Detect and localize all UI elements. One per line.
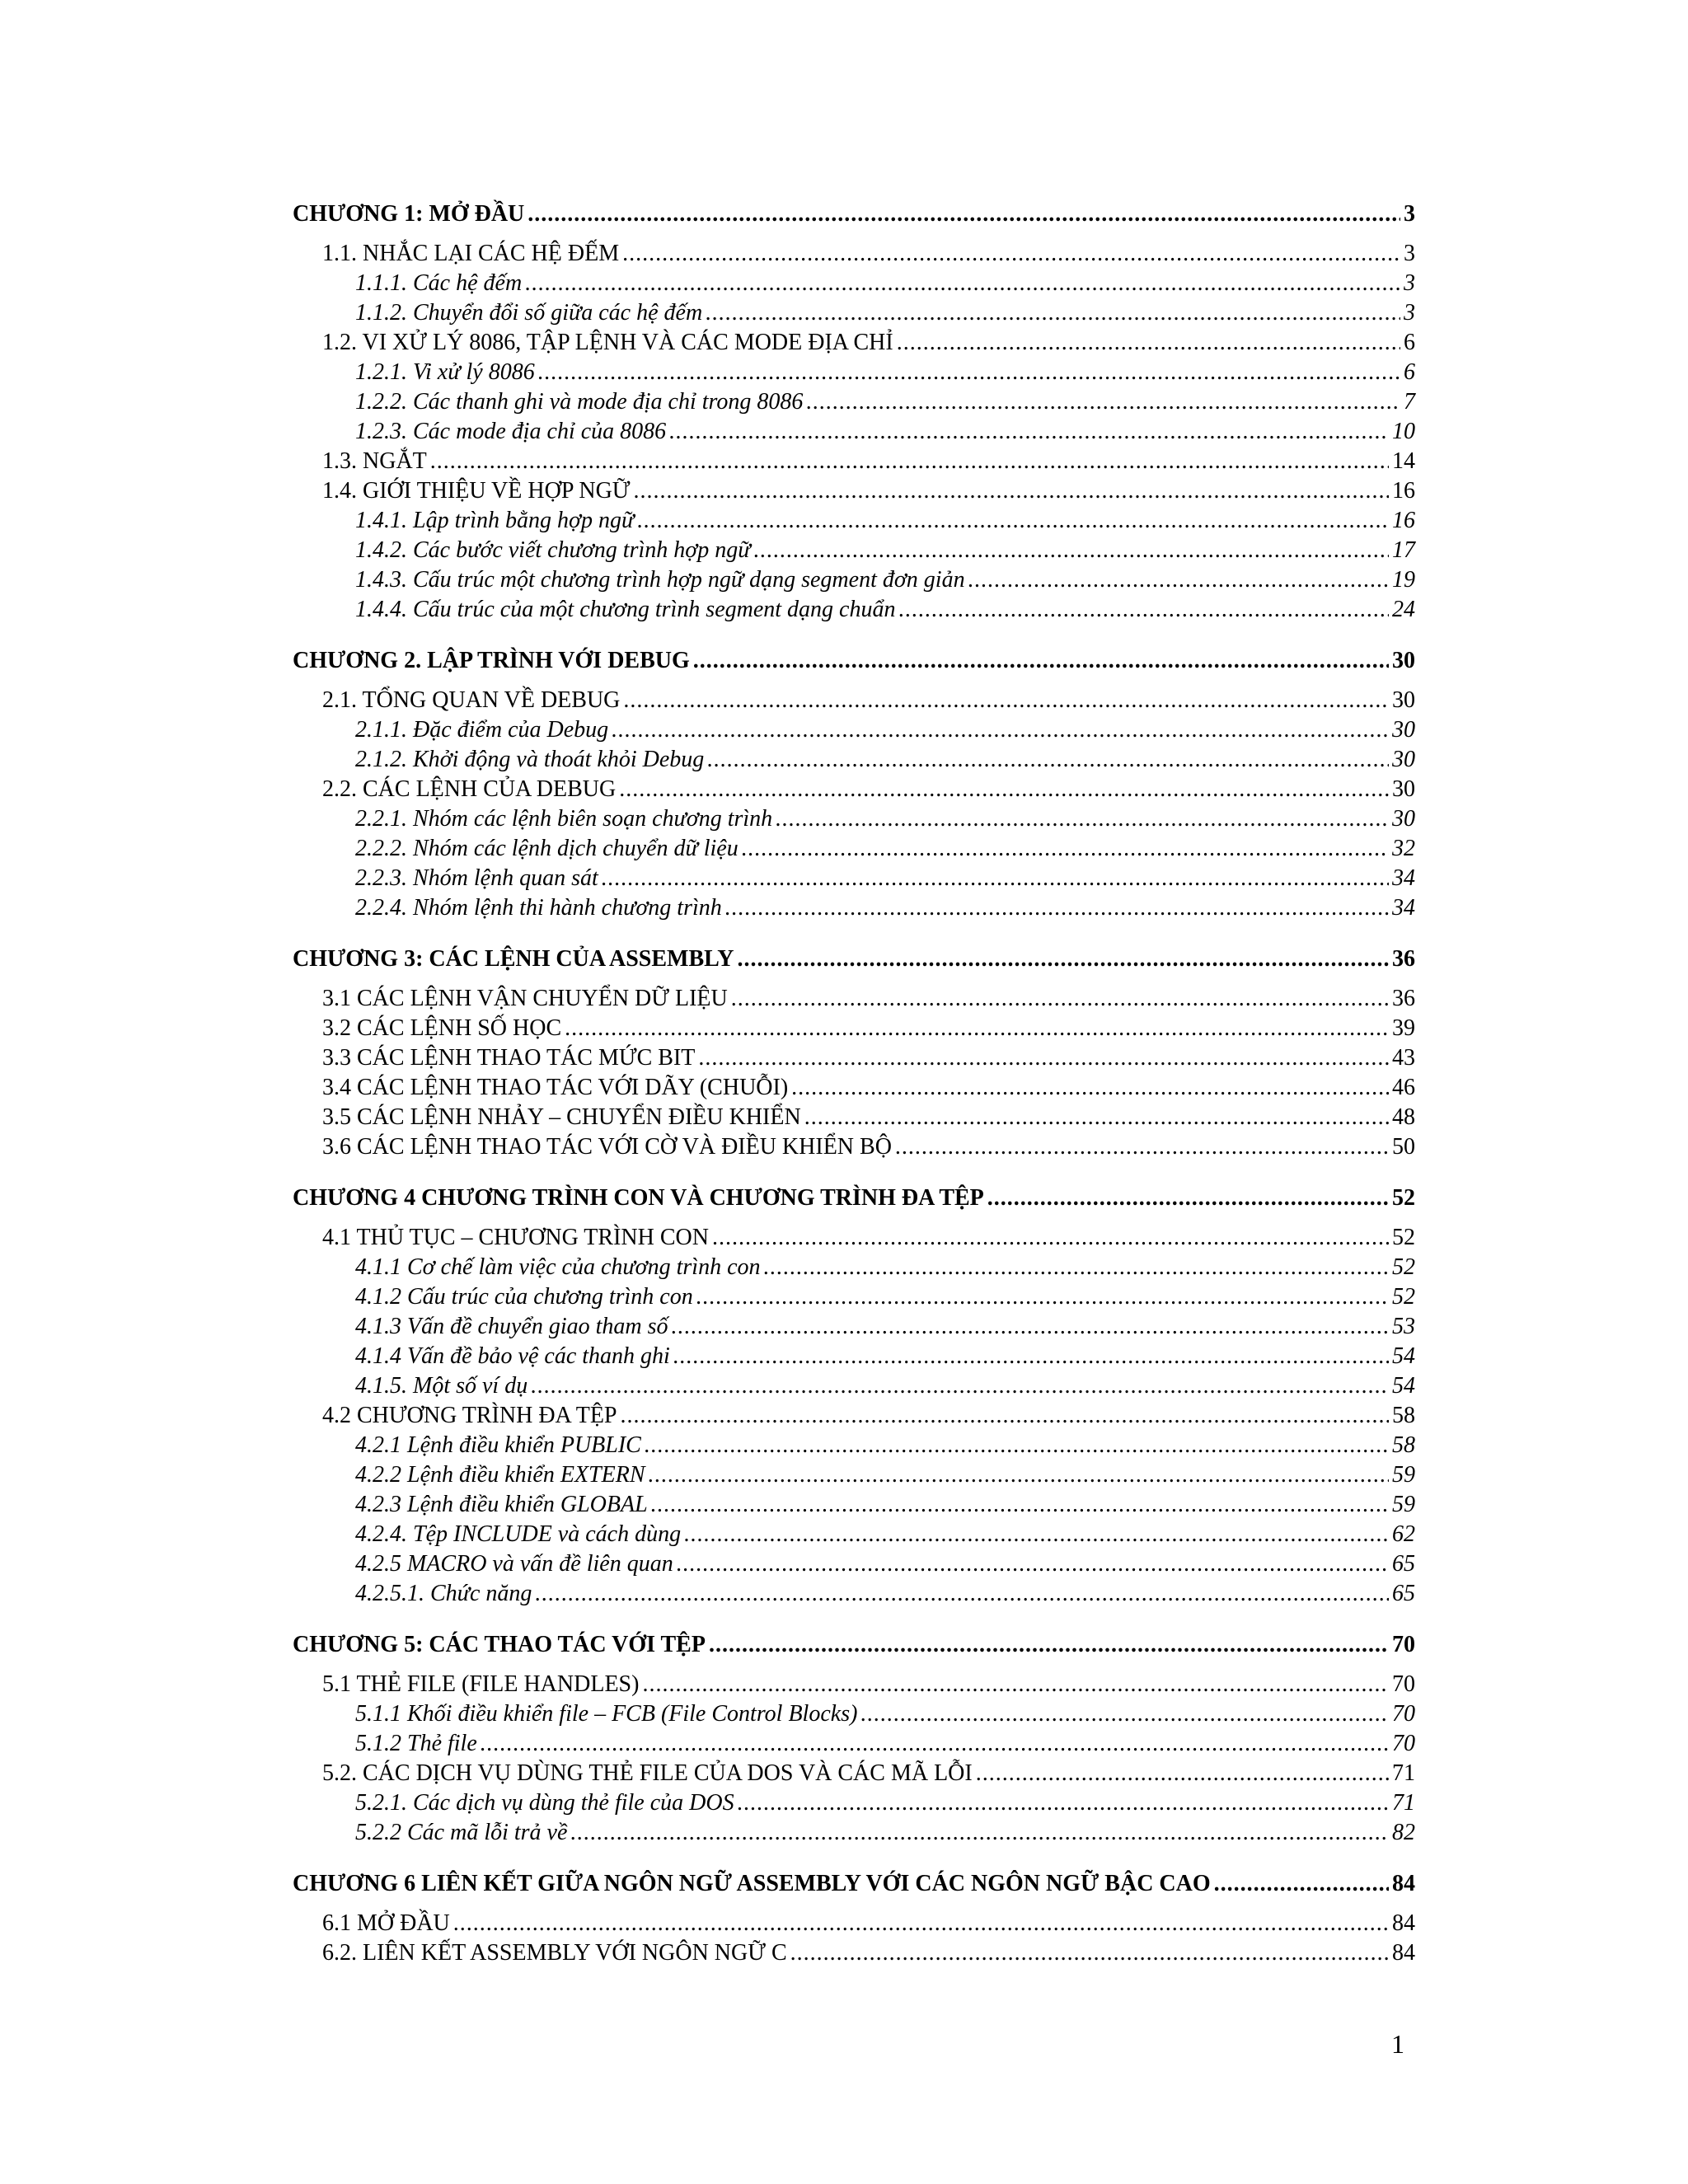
toc-entry-sub[interactable]: [293, 1520, 1415, 1549]
toc-entry-sub[interactable]: [293, 536, 1415, 565]
toc-entry-label: CHƯƠNG 2. LẬP TRÌNH VỚI DEBUG: [293, 648, 690, 673]
toc-entry-page: 19: [1392, 567, 1415, 593]
toc-entry-page: 48: [1392, 1104, 1415, 1130]
toc-entry-label: 2.1. TỔNG QUAN VỀ DEBUG: [322, 687, 621, 713]
dot-leader: [651, 1490, 1389, 1520]
dot-leader: [642, 1670, 1389, 1699]
toc-entry-sub[interactable]: [293, 834, 1415, 864]
dot-leader: [623, 686, 1389, 715]
dot-leader: [707, 745, 1389, 775]
toc-entry-sub[interactable]: [293, 1460, 1415, 1490]
toc-entry-page: 30: [1392, 747, 1415, 772]
toc-entry-page: 58: [1392, 1403, 1415, 1428]
dot-leader: [712, 1223, 1389, 1253]
toc-entry-sub[interactable]: [293, 1729, 1415, 1759]
toc-entry-label: 5.1 THẺ FILE (FILE HANDLES): [322, 1671, 640, 1697]
toc-entry-sub[interactable]: [293, 893, 1415, 923]
dot-leader: [968, 565, 1389, 595]
toc-entry-sub[interactable]: [293, 715, 1415, 745]
dot-leader: [897, 328, 1400, 358]
toc-entry-sub[interactable]: [293, 1431, 1415, 1460]
toc-entry-sub[interactable]: [293, 864, 1415, 893]
toc-entry-label: 1.1.1. Các hệ đếm: [355, 270, 523, 296]
toc-entry-label: 1.4.2. Các bước viết chương trình hợp ngữ: [355, 537, 751, 563]
toc-entry-label: 3.2 CÁC LỆNH SỐ HỌC: [322, 1015, 562, 1041]
toc-entry-page: 82: [1392, 1820, 1415, 1845]
toc-entry-sub[interactable]: [293, 1342, 1415, 1371]
toc-entry-label: 4.2.5 MACRO và vấn đề liên quan: [355, 1551, 673, 1577]
dot-leader: [677, 1549, 1389, 1579]
dot-leader: [619, 775, 1389, 804]
toc-entry-label: 4.1.2 Cấu trúc của chương trình con: [355, 1284, 693, 1310]
dot-leader: [753, 536, 1389, 565]
dot-leader: [637, 506, 1389, 536]
toc-entry-label: 4.1.4 Vấn đề bảo vệ các thanh ghi: [355, 1343, 670, 1369]
toc-entry-page: 70: [1392, 1701, 1415, 1727]
toc-entry-sub[interactable]: [293, 595, 1415, 625]
toc-entry-sub[interactable]: [293, 1788, 1415, 1818]
dot-leader: [776, 804, 1389, 834]
dot-leader: [764, 1253, 1390, 1282]
toc-entry-page: 10: [1392, 419, 1415, 444]
toc-entry-label: 4.2.4. Tệp INCLUDE và cách dùng: [355, 1521, 682, 1547]
toc-entry-page: 34: [1392, 895, 1415, 921]
dot-leader: [898, 595, 1389, 625]
toc-entry-sub[interactable]: [293, 1312, 1415, 1342]
toc-entry-page: 3: [1404, 300, 1415, 326]
toc-entry-page: 53: [1392, 1314, 1415, 1339]
toc-entry-sub[interactable]: [293, 1579, 1415, 1609]
dot-leader: [895, 1132, 1389, 1162]
toc-entry-label: 3.5 CÁC LỆNH NHẢY – CHUYỂN ĐIỀU KHIỂN: [322, 1104, 801, 1130]
toc-entry-sub[interactable]: [293, 1282, 1415, 1312]
toc-entry-page: 43: [1392, 1045, 1415, 1071]
toc-entry-label: 1.4.1. Lập trình bằng hợp ngữ: [355, 508, 635, 533]
toc-entry-page: 17: [1392, 537, 1415, 563]
toc-entry-page: 6: [1404, 330, 1415, 355]
toc-entry-label: 2.2.4. Nhóm lệnh thi hành chương trình: [355, 895, 722, 921]
dot-leader: [565, 1014, 1389, 1043]
toc-entry-label: 4.1 THỦ TỤC – CHƯƠNG TRÌNH CON: [322, 1225, 709, 1250]
toc-entry-section[interactable]: [293, 239, 1415, 269]
dot-leader: [430, 447, 1389, 476]
dot-leader: [731, 984, 1389, 1014]
dot-leader: [860, 1699, 1389, 1729]
toc-entry-page: 59: [1392, 1492, 1415, 1517]
toc-entry-section[interactable]: [293, 775, 1415, 804]
toc-entry-section[interactable]: [293, 1759, 1415, 1788]
toc-entry-page: 3: [1404, 270, 1415, 296]
toc-entry-page: 32: [1392, 836, 1415, 861]
dot-leader: [698, 1043, 1389, 1073]
dot-leader: [673, 1342, 1389, 1371]
dot-leader: [976, 1759, 1389, 1788]
toc-entry-chapter[interactable]: [293, 1625, 1415, 1665]
toc-entry-page: 36: [1392, 986, 1415, 1011]
toc-entry-label: 2.2.3. Nhóm lệnh quan sát: [355, 865, 598, 891]
toc-entry-page: 7: [1404, 389, 1415, 415]
dot-leader: [531, 1371, 1389, 1401]
toc-entry-section[interactable]: [293, 1401, 1415, 1431]
toc-entry-label: 3.3 CÁC LỆNH THAO TÁC MỨC BIT: [322, 1045, 696, 1071]
dot-leader: [709, 1625, 1389, 1665]
toc-entry-label: 4.1.5. Một số ví dụ: [355, 1373, 528, 1399]
table-of-contents: [293, 194, 1415, 1968]
toc-entry-sub[interactable]: [293, 745, 1415, 775]
toc-entry-sub[interactable]: [293, 804, 1415, 834]
toc-entry-page: 14: [1392, 448, 1415, 474]
toc-entry-label: 6.2. LIÊN KẾT ASSEMBLY VỚI NGÔN NGỮ C: [322, 1940, 787, 1966]
dot-leader: [622, 239, 1400, 269]
toc-entry-label: CHƯƠNG 1: MỞ ĐẦU: [293, 201, 525, 227]
toc-entry-page: 65: [1392, 1551, 1415, 1577]
dot-leader: [649, 1460, 1389, 1490]
toc-entry-section[interactable]: [293, 1132, 1415, 1162]
toc-entry-section[interactable]: [293, 447, 1415, 476]
toc-entry-page: 30: [1392, 806, 1415, 832]
toc-entry-page: 71: [1392, 1790, 1415, 1816]
toc-entry-label: 1.1.2. Chuyển đổi số giữa các hệ đếm: [355, 300, 703, 326]
dot-leader: [602, 864, 1389, 893]
toc-entry-label: 4.2.1 Lệnh điều khiển PUBLIC: [355, 1432, 641, 1458]
toc-entry-label: 4.2.2 Lệnh điều khiển EXTERN: [355, 1462, 645, 1488]
dot-leader: [693, 641, 1389, 681]
toc-entry-sub[interactable]: [293, 1490, 1415, 1520]
toc-entry-page: 39: [1392, 1015, 1415, 1041]
dot-leader: [570, 1818, 1389, 1848]
toc-entry-label: 5.2. CÁC DỊCH VỤ DÙNG THẺ FILE CỦA DOS VÀ CÁC MÃ LỖI: [322, 1760, 973, 1786]
toc-entry-label: 2.1.1. Đặc điểm của Debug: [355, 717, 609, 743]
toc-entry-label: 2.2.2. Nhóm các lệnh dịch chuyển dữ liệu: [355, 836, 738, 861]
dot-leader: [621, 1401, 1390, 1431]
dot-leader: [634, 476, 1389, 506]
toc-entry-page: 52: [1392, 1185, 1415, 1211]
toc-entry-page: 84: [1392, 1871, 1415, 1896]
toc-entry-page: 30: [1392, 717, 1415, 743]
toc-entry-page: 3: [1404, 241, 1415, 266]
dot-leader: [706, 298, 1400, 328]
dot-leader: [453, 1909, 1389, 1938]
toc-entry-page: 65: [1392, 1581, 1415, 1606]
toc-entry-sub[interactable]: [293, 506, 1415, 536]
toc-entry-label: 3.4 CÁC LỆNH THAO TÁC VỚI DÃY (CHUỖI): [322, 1075, 789, 1100]
dot-leader: [528, 194, 1400, 234]
toc-entry-page: 16: [1392, 508, 1415, 533]
toc-entry-page: 52: [1392, 1284, 1415, 1310]
toc-entry-page: 62: [1392, 1521, 1415, 1547]
toc-entry-label: 2.1.2. Khởi động và thoát khỏi Debug: [355, 747, 705, 772]
toc-entry-label: 1.4.4. Cấu trúc của một chương trình segment dạng chuẩn: [355, 597, 896, 622]
dot-leader: [696, 1282, 1389, 1312]
toc-entry-sub[interactable]: [293, 1699, 1415, 1729]
toc-entry-page: 24: [1392, 597, 1415, 622]
dot-leader: [987, 1179, 1389, 1218]
toc-entry-chapter[interactable]: [293, 194, 1415, 234]
toc-entry-chapter[interactable]: [293, 1179, 1415, 1218]
toc-entry-section[interactable]: [293, 1073, 1415, 1103]
dot-leader: [1214, 1864, 1389, 1904]
toc-entry-sub[interactable]: [293, 1371, 1415, 1401]
dot-leader: [804, 1103, 1389, 1132]
dot-leader: [481, 1729, 1389, 1759]
toc-entry-page: 71: [1392, 1760, 1415, 1786]
dot-leader: [742, 834, 1389, 864]
toc-entry-label: 6.1 MỞ ĐẦU: [322, 1910, 450, 1936]
toc-entry-page: 30: [1392, 687, 1415, 713]
dot-leader: [791, 1073, 1389, 1103]
toc-entry-label: 4.1.1 Cơ chế làm việc của chương trình con: [355, 1254, 761, 1280]
toc-entry-section[interactable]: [293, 476, 1415, 506]
toc-entry-page: 34: [1392, 865, 1415, 891]
toc-entry-page: 70: [1392, 1671, 1415, 1697]
dot-leader: [612, 715, 1389, 745]
toc-entry-chapter[interactable]: [293, 1864, 1415, 1904]
toc-entry-page: 16: [1392, 478, 1415, 504]
toc-entry-page: 3: [1404, 201, 1415, 227]
toc-entry-page: 84: [1392, 1940, 1415, 1966]
dot-leader: [684, 1520, 1389, 1549]
toc-entry-section[interactable]: [293, 984, 1415, 1014]
dot-leader: [669, 417, 1389, 447]
toc-entry-page: 50: [1392, 1134, 1415, 1160]
toc-entry-page: 6: [1404, 359, 1415, 385]
toc-entry-label: 2.2. CÁC LỆNH CỦA DEBUG: [322, 776, 617, 802]
toc-entry-label: CHƯƠNG 5: CÁC THAO TÁC VỚI TỆP: [293, 1632, 706, 1657]
toc-entry-sub[interactable]: [293, 1818, 1415, 1848]
toc-entry-label: 3.6 CÁC LỆNH THAO TÁC VỚI CỜ VÀ ĐIỀU KHIỂN BỘ: [322, 1134, 892, 1160]
toc-entry-label: 4.1.3 Vấn đề chuyển giao tham số: [355, 1314, 668, 1339]
toc-entry-sub[interactable]: [293, 565, 1415, 595]
toc-entry-label: CHƯƠNG 4 CHƯƠNG TRÌNH CON VÀ CHƯƠNG TRÌNH ĐA TỆP: [293, 1185, 984, 1211]
toc-entry-label: 2.2.1. Nhóm các lệnh biên soạn chương trình: [355, 806, 773, 832]
toc-entry-label: 4.2 CHƯƠNG TRÌNH ĐA TỆP: [322, 1403, 617, 1428]
toc-entry-label: 1.4.3. Cấu trúc một chương trình hợp ngữ dạng segment đơn giản: [355, 567, 965, 593]
toc-entry-sub[interactable]: [293, 417, 1415, 447]
toc-entry-page: 70: [1392, 1731, 1415, 1756]
toc-entry-label: 5.1.2 Thẻ file: [355, 1731, 477, 1756]
toc-entry-sub[interactable]: [293, 269, 1415, 298]
toc-entry-section[interactable]: [293, 686, 1415, 715]
toc-entry-section[interactable]: [293, 1014, 1415, 1043]
toc-entry-label: 5.2.2 Các mã lỗi trả về: [355, 1820, 568, 1845]
toc-entry-page: 30: [1392, 776, 1415, 802]
toc-entry-label: 1.1. NHẮC LẠI CÁC HỆ ĐẾM: [322, 241, 620, 266]
toc-entry-label: 4.2.5.1. Chức năng: [355, 1581, 532, 1606]
dot-leader: [790, 1938, 1389, 1968]
page-number: 1: [1391, 2029, 1404, 2059]
toc-entry-page: 36: [1392, 946, 1415, 972]
toc-entry-sub[interactable]: [293, 387, 1415, 417]
dot-leader: [806, 387, 1400, 417]
toc-entry-section[interactable]: [293, 1909, 1415, 1938]
dot-leader: [725, 893, 1389, 923]
toc-entry-sub[interactable]: [293, 1253, 1415, 1282]
toc-entry-label: 5.2.1. Các dịch vụ dùng thẻ file của DOS: [355, 1790, 734, 1816]
toc-entry-chapter[interactable]: [293, 641, 1415, 681]
toc-entry-label: CHƯƠNG 3: CÁC LỆNH CỦA ASSEMBLY: [293, 946, 734, 972]
toc-entry-chapter[interactable]: [293, 940, 1415, 979]
dot-leader: [738, 1788, 1389, 1818]
toc-entry-section[interactable]: [293, 328, 1415, 358]
toc-entry-page: 52: [1392, 1225, 1415, 1250]
toc-entry-sub[interactable]: [293, 298, 1415, 328]
toc-entry-label: 1.3. NGẮT: [322, 448, 427, 474]
dot-leader: [737, 940, 1389, 979]
toc-entry-page: 84: [1392, 1910, 1415, 1936]
toc-entry-label: CHƯƠNG 6 LIÊN KẾT GIỮA NGÔN NGỮ ASSEMBLY VỚI CÁC NGÔN NGỮ BẬC CAO: [293, 1871, 1211, 1896]
toc-entry-sub[interactable]: [293, 358, 1415, 387]
toc-entry-section[interactable]: [293, 1670, 1415, 1699]
toc-entry-label: 5.1.1 Khối điều khiển file – FCB (File Control Blocks): [355, 1701, 858, 1727]
toc-entry-section[interactable]: [293, 1938, 1415, 1968]
toc-entry-section[interactable]: [293, 1223, 1415, 1253]
toc-entry-label: 1.2.1. Vi xử lý 8086: [355, 359, 535, 385]
toc-entry-page: 46: [1392, 1075, 1415, 1100]
dot-leader: [535, 1579, 1389, 1609]
toc-entry-page: 58: [1392, 1432, 1415, 1458]
toc-entry-sub[interactable]: [293, 1549, 1415, 1579]
toc-entry-section[interactable]: [293, 1043, 1415, 1073]
dot-leader: [672, 1312, 1390, 1342]
dot-leader: [645, 1431, 1389, 1460]
toc-entry-label: 3.1 CÁC LỆNH VẬN CHUYỂN DỮ LIỆU: [322, 986, 728, 1011]
dot-leader: [525, 269, 1400, 298]
toc-entry-page: 70: [1392, 1632, 1415, 1657]
toc-entry-label: 1.2.3. Các mode địa chỉ của 8086: [355, 419, 667, 444]
toc-entry-label: 1.2.2. Các thanh ghi và mode địa chỉ trong 8086: [355, 389, 804, 415]
dot-leader: [538, 358, 1400, 387]
toc-entry-label: 1.2. VI XỬ LÝ 8086, TẬP LỆNH VÀ CÁC MODE ĐỊA CHỈ: [322, 330, 893, 355]
toc-entry-page: 54: [1392, 1343, 1415, 1369]
toc-entry-section[interactable]: [293, 1103, 1415, 1132]
toc-entry-page: 59: [1392, 1462, 1415, 1488]
toc-entry-page: 30: [1392, 648, 1415, 673]
toc-entry-label: 1.4. GIỚI THIỆU VỀ HỢP NGỮ: [322, 478, 631, 504]
toc-entry-page: 54: [1392, 1373, 1415, 1399]
toc-entry-page: 52: [1392, 1254, 1415, 1280]
toc-entry-label: 4.2.3 Lệnh điều khiển GLOBAL: [355, 1492, 648, 1517]
